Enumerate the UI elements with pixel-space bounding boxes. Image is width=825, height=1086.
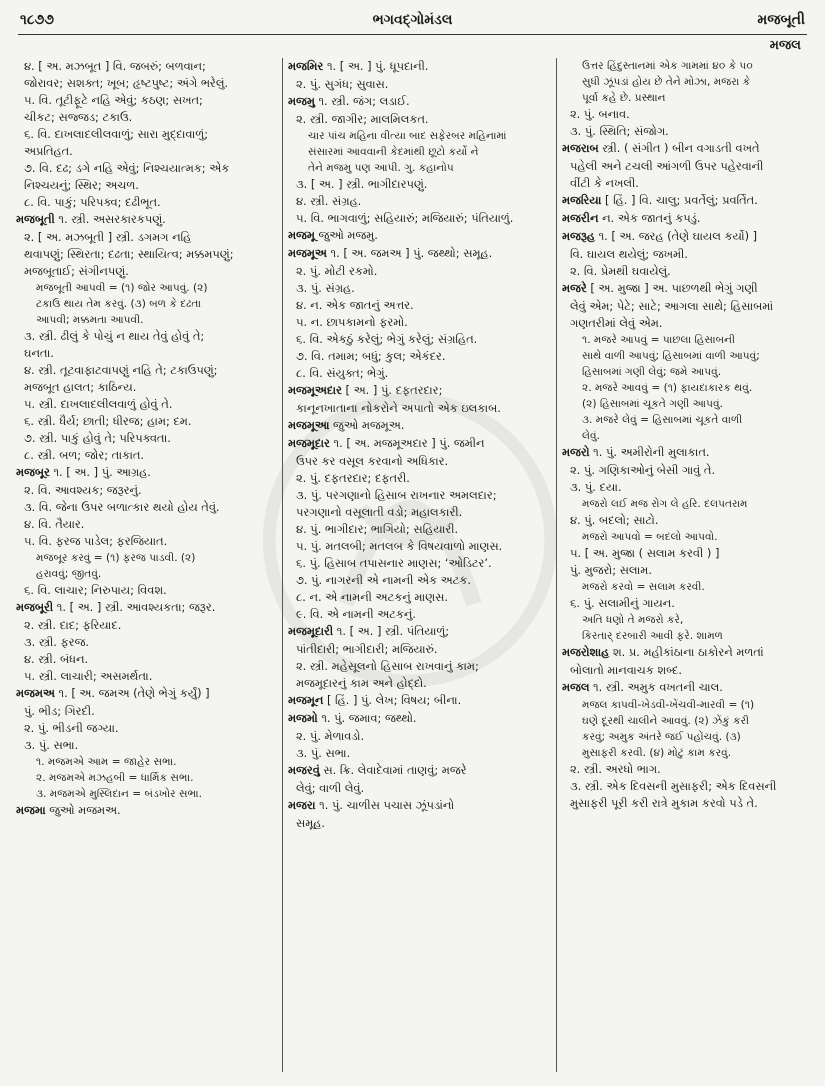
dictionary-entry bbox=[288, 245, 552, 262]
sense-line: કાનૂનખાતાના નોકરોને અપાતો એક ઇલકાબ. bbox=[296, 401, 501, 415]
sense-line: ૬. પું. સલામીનું ગાયન. bbox=[570, 596, 675, 610]
headword: મજમૂન bbox=[288, 693, 324, 707]
sense-line: ૩. પું. સ્થિતિ; સંજોગ. bbox=[570, 124, 669, 138]
sense-line: ૨. પું. ગણિકાઓનું બેસી ગાવું તે. bbox=[570, 463, 716, 477]
usage-example: સુધી ઝૂંપડાં હોય છે તેને મોઝા, મજરા કે bbox=[582, 76, 751, 88]
definition-text: ૧. પું. ચાળીસ પચાસ ઝૂંપડાંનો bbox=[315, 798, 455, 812]
usage-example: હિસાબમાં ગણી લેવું; જમે આપવું. bbox=[582, 366, 722, 378]
sense-line: ૨. પું. મેળાવડો. bbox=[296, 729, 365, 743]
sense-line: ચીકટ; સજ્જડ; ટકાઉ. bbox=[24, 110, 133, 124]
usage-example: ૧. મજમએ આમ = જાહેર સભા. bbox=[36, 756, 177, 768]
sense-line: ૪. પું. બદલો; સાટો. bbox=[570, 513, 659, 527]
usage-example: ૧. મજરે આપવું = પાછલા હિસાબની bbox=[582, 334, 735, 346]
definition-text: ૧. [ અ. ] સ્ત્રી. પંતિયાળું; bbox=[333, 624, 450, 638]
usage-example: ઘણે દૂરથી ચાલીને આવવું. (૨) ઝેંકું કરી bbox=[582, 715, 750, 727]
sense-line: મજબૂતાઈ; સંગીનપણું. bbox=[24, 264, 129, 278]
dictionary-entry bbox=[562, 192, 814, 209]
usage-example: સાથે વાળી આપવું; હિસાબમાં વાળી આપવું; bbox=[582, 350, 760, 362]
usage-example: મજરો લઈ મજ રોગ લે હરિ. દલપતરામ bbox=[582, 498, 748, 510]
usage-example: મજબૂર કરવું = (૧) ફરજ પાડવી. (૨) bbox=[36, 552, 196, 564]
definition-text: [ હિં. ] વિ. ચાલુ; પ્રવર્તેલું; પ્રવર્તિત. bbox=[601, 193, 758, 207]
headword: મજમૂઅદાર bbox=[288, 383, 342, 397]
sense-line: વિ. ઘાયલ થયેલું; જખમી. bbox=[570, 247, 688, 261]
headword: મજબૂતી bbox=[16, 212, 55, 226]
sense-line: ૨. પું. મોટી રકમો. bbox=[296, 264, 378, 278]
sense-line: ૫. ન. છાપકામનો ફરમો. bbox=[296, 315, 408, 329]
headword: મજમો bbox=[288, 711, 318, 725]
dictionary-entry bbox=[16, 802, 278, 819]
sense-line: ૨. સ્ત્રી. દાદ; ફરિયાદ. bbox=[24, 618, 122, 632]
headword: મજરવું bbox=[288, 763, 320, 777]
sense-line: ૪. વિ. તૈયાર. bbox=[24, 517, 85, 531]
dictionary-entry bbox=[562, 140, 814, 157]
sense-line: ૭. વિ. તમામ; બધું; કુલ; એકંદર. bbox=[296, 349, 446, 363]
headword: મજમૂઅ bbox=[288, 246, 327, 260]
usage-example: (૨) હિસાબમાં ચૂકતે ગણી આપવું. bbox=[582, 398, 723, 410]
column-divider bbox=[282, 58, 283, 1072]
headword: મજબૂરી bbox=[16, 600, 54, 614]
usage-example: લેવું. bbox=[582, 430, 600, 442]
sense-line: ૪. ન. એક જાતનું અત્તર. bbox=[296, 298, 414, 312]
dictionary-entry bbox=[16, 599, 278, 616]
definition-text: સ. ક્રિ. લેવાદેવામાં તાણવું; મજરે bbox=[319, 763, 467, 777]
usage-example: મુસાફરી કરવી. (૪) મોટું કામ કરવું. bbox=[582, 747, 732, 759]
usage-example: મજબૂતી આપવી = (૧) જોર આપવું. (૨) bbox=[36, 282, 208, 294]
usage-example: અતિ ધણો તે મજરો કરે, bbox=[582, 614, 684, 626]
sense-line: ૨. પું. બનાવ. bbox=[570, 107, 630, 121]
dictionary-entry bbox=[288, 797, 552, 814]
sense-line: વીંટી કે નખલી. bbox=[570, 176, 639, 190]
sense-line: મજમૂદારનું કામ અને હોદ્દો. bbox=[296, 676, 427, 690]
sense-line: લેવું એમ; પેટે; સાટે; આગલા સાથે; હિસાબમાં bbox=[570, 299, 774, 313]
usage-example: આપવી; મક્કમતા આપવી. bbox=[36, 314, 144, 326]
definition-text: ૧. [ અ. ] પું. ધૂપદાની. bbox=[323, 59, 429, 73]
headword: મજમઅ bbox=[16, 686, 55, 700]
sense-line: ૬. પું. હિસાબ તપાસનાર માણસ; ‘ઓડિટર’. bbox=[296, 556, 492, 570]
usage-example: હરાવવું; જીતવું. bbox=[36, 568, 102, 580]
dictionary-entry bbox=[288, 623, 552, 640]
sense-line: ઘનતા. bbox=[24, 346, 54, 360]
sense-line: ૩. સ્ત્રી. ઢીલું કે પોચું ન થાય તેવું હોવું તે; bbox=[24, 329, 205, 343]
sense-line: ૨. પું. સુગંધ; સુવાસ. bbox=[296, 77, 389, 91]
sense-line: ૮. વિ. સંયુક્ત; ભેગું. bbox=[296, 366, 389, 380]
headword: મજરે bbox=[562, 281, 587, 295]
definition-text: ૧. સ્ત્રી. અસરકારકપણું. bbox=[54, 212, 166, 226]
headword: મજમૂ bbox=[288, 228, 315, 242]
dictionary-entry bbox=[288, 710, 552, 727]
page-header bbox=[20, 12, 805, 53]
definition-text: ૧. પું. અમીરોની મુલાકાત. bbox=[589, 445, 710, 459]
definition-text: જુઓ મજમુ. bbox=[314, 228, 378, 242]
sense-line: અપ્રતિહત. bbox=[24, 144, 73, 158]
sense-line: ૩. વિ. જેના ઉપર બળાત્કાર થયો હોય તેવું. bbox=[24, 500, 220, 514]
sense-line: નિશ્ચયનું; સ્થિર; અચળ. bbox=[24, 178, 139, 192]
header-rule bbox=[18, 34, 807, 35]
sense-line: સમૂહ. bbox=[296, 816, 325, 830]
definition-text: સ્ત્રી. ( સંગીત ) બીન વગાડતી વખતે bbox=[598, 141, 760, 155]
sense-line: ૩. પું. સંગ્રહ. bbox=[296, 281, 355, 295]
sense-line: ૬. સ્ત્રી. ધૈર્ય; છાતી; ધીરજ; હામ; દમ. bbox=[24, 414, 192, 428]
sense-line: મુસાફરી પૂરી કરી રાત્રે મુકામ કરવો પડે તે. bbox=[570, 796, 758, 810]
dictionary-entry bbox=[562, 644, 814, 661]
sense-line: ૫. સ્ત્રી. દાખલાદલીલવાળું હોવું તે. bbox=[24, 397, 173, 411]
headword: મજરિયા bbox=[562, 193, 602, 207]
definition-text: [ હિં. ] પું. લેખ; વિષય; બીના. bbox=[323, 693, 462, 707]
dictionary-entry bbox=[288, 93, 552, 110]
dictionary-entry bbox=[562, 679, 814, 696]
sense-line: ઉપર કર વસૂલ કરવાનો અધિકાર. bbox=[296, 454, 449, 468]
usage-example: ચાર પાંચ મહિના વીત્યા બાદ સફેરબર મહિનામાં bbox=[308, 130, 507, 142]
usage-example: ટકાઉ થાય તેમ કરવું. (૩) બળ કે દઢતા bbox=[36, 298, 202, 310]
sense-line: ૯. વિ. એ નામની અટકનું. bbox=[296, 607, 417, 621]
sense-line: ગણતરીમાં લેવું એમ. bbox=[570, 316, 663, 330]
sense-line: પહેલી અને ટચલી આંગળી ઉપર પહેરવાની bbox=[570, 159, 764, 173]
sense-line: જોરાવર; સશક્ત; ખૂબ; હૃષ્ટપુષ્ટ; અંગે ભરેલું. bbox=[24, 76, 229, 90]
sense-line: ૭. વિ. દઢ; ડગે નહિ એવું; નિશ્ચયાત્મક; એક bbox=[24, 161, 230, 175]
definition-text: ૧. [ અ. જરહ (તેણે ઘાયલ કર્યો) ] bbox=[594, 229, 758, 243]
book-title: ભગવદ્ગોમંડલ bbox=[372, 12, 453, 28]
sense-line: ૮. ન. એ નામની અટકનું માણસ. bbox=[296, 590, 448, 604]
definition-text: ૧. સ્ત્રી. જંગ; લડાઈ. bbox=[314, 94, 410, 108]
sense-line: ૪. [ અ. મઝબૂત ] વિ. જબરું; બળવાન; bbox=[24, 59, 206, 73]
headword: મજરોશાહ bbox=[562, 645, 610, 659]
definition-text: [ અ. મુજ્રા ] અ. પાછળથી ભેગું ગણી bbox=[586, 281, 758, 295]
dictionary-entry bbox=[288, 762, 552, 779]
headword: મજરાબ bbox=[562, 141, 599, 155]
sense-line: ૨. સ્ત્રી. મહેસૂલનો હિસાબ રાખવાનું કામ; bbox=[296, 659, 479, 673]
definition-text: ૧. [ અ. મજમૂઅદાર ] પું. જમીન bbox=[329, 436, 485, 450]
definition-text: ૧. [ અ. જમઅ ] પું. જથ્થો; સમૂહ. bbox=[326, 246, 493, 260]
sense-line: ૫. વિ. ફરજ પાડેલ; ફરજિયાત. bbox=[24, 534, 168, 548]
definition-text: ૧. [ અ. ] સ્ત્રી. આવશ્યકતા; જરૂર. bbox=[53, 600, 216, 614]
sense-line: લેવું; વાળી લેવું. bbox=[296, 781, 365, 795]
headword: મજરો bbox=[562, 445, 590, 459]
sense-line: ૭. સ્ત્રી. પાકું હોવું તે; પરિપક્વતા. bbox=[24, 431, 171, 445]
last-guide-word: મજલ bbox=[769, 38, 801, 53]
headword: મજમૂઆ bbox=[288, 418, 330, 432]
headword: મજમૂદાર bbox=[288, 436, 330, 450]
sense-line: બોલાતો માનવાચક શબ્દ. bbox=[570, 663, 683, 677]
definition-text: ૧. પું. જમાવ; જથ્થો. bbox=[317, 711, 417, 725]
dictionary-entry bbox=[562, 444, 814, 461]
sense-line: ૮. સ્ત્રી. બળ; જોર; તાકાત. bbox=[24, 448, 145, 462]
usage-example: મજલ કાપવી-ખેડવી-ખેંચવી-મારવી = (૧) bbox=[582, 699, 755, 711]
sense-line: ૮. વિ. પાકું; પરિપક્વ; દઢીભૂત. bbox=[24, 195, 161, 209]
headword: મજમુ bbox=[288, 94, 315, 108]
sense-line: ૨. સ્ત્રી. અરધો ભાગ. bbox=[570, 762, 661, 776]
definition-text: ૧. સ્ત્રી. અમુક વખતની ચાલ. bbox=[589, 680, 723, 694]
definition-text: ન. એક જાતનું કપડું. bbox=[598, 211, 701, 225]
sense-line: ૪. પું. ભાગીદાર; ભાગિયો; સહિયારી. bbox=[296, 522, 459, 536]
headword: મજમૂદારી bbox=[288, 624, 334, 638]
dictionary-entry bbox=[288, 58, 552, 75]
sense-line: પું. મુજરો; સલામ. bbox=[570, 563, 652, 577]
usage-example: મજરો કરવો = સલામ કરવી. bbox=[582, 581, 705, 593]
usage-example: પૂર્વા કહે છે. પ્રસ્થાન bbox=[582, 92, 666, 104]
sense-line: ૩. પું. સભા. bbox=[24, 738, 79, 752]
sense-line: ૭. પું. નાગરની એ નામની એક અટક. bbox=[296, 573, 471, 587]
headword: મજરીન bbox=[562, 211, 599, 225]
dictionary-entry bbox=[288, 227, 552, 244]
sense-line: ૨. સ્ત્રી. જાગીર; માલમિલકત. bbox=[296, 112, 429, 126]
sense-line: ૪. સ્ત્રી. બંધન. bbox=[24, 652, 89, 666]
definition-text: જુઓ મજમૂઅ. bbox=[329, 418, 405, 432]
usage-example: ૩. મજમએ મુસ્લિદાન = બંડખોર સભા. bbox=[36, 788, 203, 800]
sense-line: ૨. વિ. આવશ્યક; જરૂરનું. bbox=[24, 483, 142, 497]
headword: મજલ bbox=[562, 680, 590, 694]
usage-example: કરવું; અમુક અંતરે જઈ પહોંચવું. (૩) bbox=[582, 731, 741, 743]
sense-line: ૨. પું. ભીડની જગ્યા. bbox=[24, 721, 119, 735]
sense-line: પું. ભીડ; ગિરદી. bbox=[24, 704, 95, 718]
dictionary-entry bbox=[16, 685, 278, 702]
usage-example: ૨. મજરે આવવું = (૧) ફાયદાકારક થવું. bbox=[582, 382, 753, 394]
sense-line: ૩. પું. પરગણાનો હિસાબ રાખનાર અમલદાર; bbox=[296, 488, 497, 502]
dictionary-column-2 bbox=[288, 58, 552, 1076]
headword: મજરા bbox=[288, 798, 316, 812]
sense-line: ૩. સ્ત્રી. ફરજ. bbox=[24, 635, 89, 649]
dictionary-entry bbox=[16, 464, 278, 481]
usage-example: ૨. મજમએ મઝહબી = ધાર્મિક સભા. bbox=[36, 772, 194, 784]
sense-line: ૫. વિ. તૂટીફૂટે નહિ એવું; કઠણ; સખત; bbox=[24, 93, 203, 107]
usage-example: ૩. મજરે લેવું = હિસાબમાં ચૂકતે વાળી bbox=[582, 414, 743, 426]
sense-line: ૨. પું. દફતરદાર; દફતરી. bbox=[296, 471, 410, 485]
sense-line: ૩. પું. દયા. bbox=[570, 480, 622, 494]
sense-line: ૩. પું. સભા. bbox=[296, 746, 351, 760]
usage-example: ઉત્તર હિંદુસ્તાનમાં એક ગામમાં ૪૦ કે ૫૦ bbox=[582, 60, 753, 72]
dictionary-entry bbox=[288, 435, 552, 452]
sense-line: મજબૂત હાલત; કાઠિન્ય. bbox=[24, 380, 137, 394]
usage-example: મજરો આપવો = બદલો આપવો. bbox=[582, 531, 718, 543]
sense-line: ૩. [ અ. ] સ્ત્રી. ભાગીદારપણું. bbox=[296, 177, 428, 191]
definition-text: ૧. [ અ. જમઅ (તેણે ભેગું કર્યું) ] bbox=[54, 686, 210, 700]
first-guide-word: મજબૂતી bbox=[757, 12, 805, 28]
headword: મજરૂહ bbox=[562, 229, 595, 243]
sense-line: પાંતીદારી; ભાગીદારી; મજિયારું. bbox=[296, 642, 438, 656]
definition-text: શ. પ્ર. મહીકાંઠાના ઠાકોરને મળતાં bbox=[609, 645, 764, 659]
dictionary-entry bbox=[562, 210, 814, 227]
usage-example: સંસારમાં આવવાની કેદમાંથી છૂટો કર્યો ને bbox=[308, 146, 479, 158]
dictionary-entry bbox=[288, 417, 552, 434]
definition-text: જુઓ મજમઅ. bbox=[45, 803, 121, 817]
sense-line: ૨. [ અ. મઝબૂતી ] સ્ત્રી. ડગમગ નહિ bbox=[24, 230, 192, 244]
sense-line: ૩. સ્ત્રી. એક દિવસની મુસાફરી; એક દિવસની bbox=[570, 779, 777, 793]
dictionary-entry bbox=[288, 382, 552, 399]
sense-line: ૫. વિ. ભાગવાળું; સહિયારું; મજિયારું; પંતિયાળું. bbox=[296, 211, 514, 225]
headword: મજમા bbox=[16, 803, 46, 817]
headword: મજબૂર bbox=[16, 465, 50, 479]
dictionary-column-1 bbox=[16, 58, 278, 1076]
sense-line: પરગણાનો વસૂલાતી વડો; મહાલકારી. bbox=[296, 505, 463, 519]
sense-line: થવાપણું; સ્થિરતા; દઢતા; સ્થાયિત્વ; મક્કમપણું; bbox=[24, 247, 234, 261]
dictionary-entry bbox=[16, 211, 278, 228]
headword: મજમિર bbox=[288, 59, 324, 73]
sense-line: ૬. વિ. એકઠું કરેલું; ભેગું કરેલું; સંગ્રહિત. bbox=[296, 332, 478, 346]
dictionary-entry bbox=[562, 280, 814, 297]
sense-line: ૬. વિ. લાચાર; નિરુપાય; વિવશ. bbox=[24, 583, 167, 597]
sense-line: ૪. સ્ત્રી. સંગ્રહ. bbox=[296, 194, 362, 208]
column-divider bbox=[556, 58, 557, 1072]
sense-line: ૫. પું. મતલબી; મતલબ કે વિષયવાળો માણસ. bbox=[296, 539, 503, 553]
sense-line: ૫. સ્ત્રી. લાચારી; અસમર્થતા. bbox=[24, 669, 153, 683]
page-number: ૧૮૭૭ bbox=[20, 12, 55, 28]
dictionary-column-3 bbox=[562, 58, 814, 1076]
sense-line: ૪. સ્ત્રી. તૂટવાફાટવાપણું નહિ તે; ટકાઉપણું; bbox=[24, 363, 218, 377]
usage-example: કિરતાર્ દરબારી આવી ફરે. શામળ bbox=[582, 630, 723, 642]
usage-example: તેને મજમુ પણ આપી. ગુ. કહાનોપ bbox=[308, 162, 454, 174]
definition-text: ૧. [ અ. ] પું. આગ્રહ. bbox=[49, 465, 151, 479]
sense-line: ૫. [ અ. મુજ્રા ( સલામ કરવી ) ] bbox=[570, 546, 720, 560]
dictionary-entry bbox=[288, 692, 552, 709]
dictionary-entry bbox=[562, 228, 814, 245]
sense-line: ૬. વિ. દાખલાદલીલવાળું; સારા મુદ્દાવાળું; bbox=[24, 127, 209, 141]
definition-text: [ અ. ] પું. દફતરદાર; bbox=[341, 383, 443, 397]
sense-line: ૨. વિ. પ્રેમથી ઘવાયેલું. bbox=[570, 264, 671, 278]
